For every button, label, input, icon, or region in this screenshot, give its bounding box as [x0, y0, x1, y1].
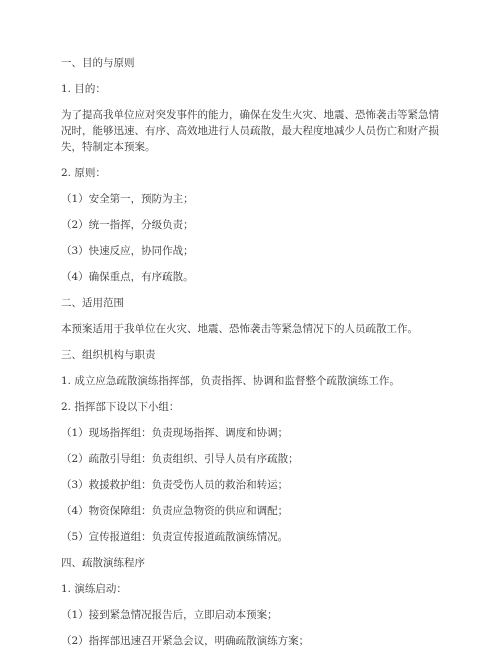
section-3-point-1: 1. 成立应急疏散演练指挥部，负责指挥、协调和监督整个疏散演练工作。: [61, 375, 400, 387]
group-item: （5）宣传报道组：负责宣传报道疏散演练情况。: [61, 531, 289, 543]
section-2-title: 二、适用范围: [61, 297, 124, 309]
section-1-purpose-text: 为了提高我单位应对突发事件的能力，确保在发生火灾、地震、恐怖袭击等紧急情况时，能够迅速、有序、高效地进行人员疏散，最大程度地减少人员伤亡和财产损失，特制定本预案。: [61, 109, 439, 153]
section-2-text: 本预案适用于我单位在火灾、地震、恐怖袭击等紧急情况下的人员疏散工作。: [61, 323, 418, 335]
group-item: （4）物资保障组：负责应急物资的供应和调配；: [61, 505, 289, 517]
section-3-point-2: 2. 指挥部下设以下小组：: [61, 401, 180, 413]
group-item: （3）救援救护组：负责受伤人员的救治和转运；: [61, 479, 289, 491]
group-item: （2）疏散引导组：负责组织、引导人员有序疏散；: [61, 453, 299, 465]
group-item: （1）现场指挥组：负责现场指挥、调度和协调；: [61, 427, 289, 439]
section-4-title: 四、疏散演练程序: [61, 557, 145, 569]
section-1-principles-label: 2. 原则：: [61, 167, 106, 179]
section-1-purpose-label: 1. 目的：: [61, 83, 106, 95]
principle-item: （2）统一指挥，分级负责；: [61, 219, 194, 231]
document-body: [61, 55, 443, 659]
principle-item: （1）安全第一，预防为主；: [61, 193, 194, 205]
section-4-point-1: 1. 演练启动：: [61, 583, 127, 595]
section-3-title: 三、组织机构与职责: [61, 349, 156, 361]
step-item: （2）指挥部迅速召开紧急会议，明确疏散演练方案；: [61, 635, 310, 647]
step-item: （1）接到紧急情况报告后，立即启动本预案；: [61, 609, 278, 621]
principle-item: （4）确保重点，有序疏散。: [61, 271, 194, 283]
section-1-title: 一、目的与原则: [61, 57, 135, 69]
principle-item: （3）快速反应，协同作战；: [61, 245, 194, 257]
